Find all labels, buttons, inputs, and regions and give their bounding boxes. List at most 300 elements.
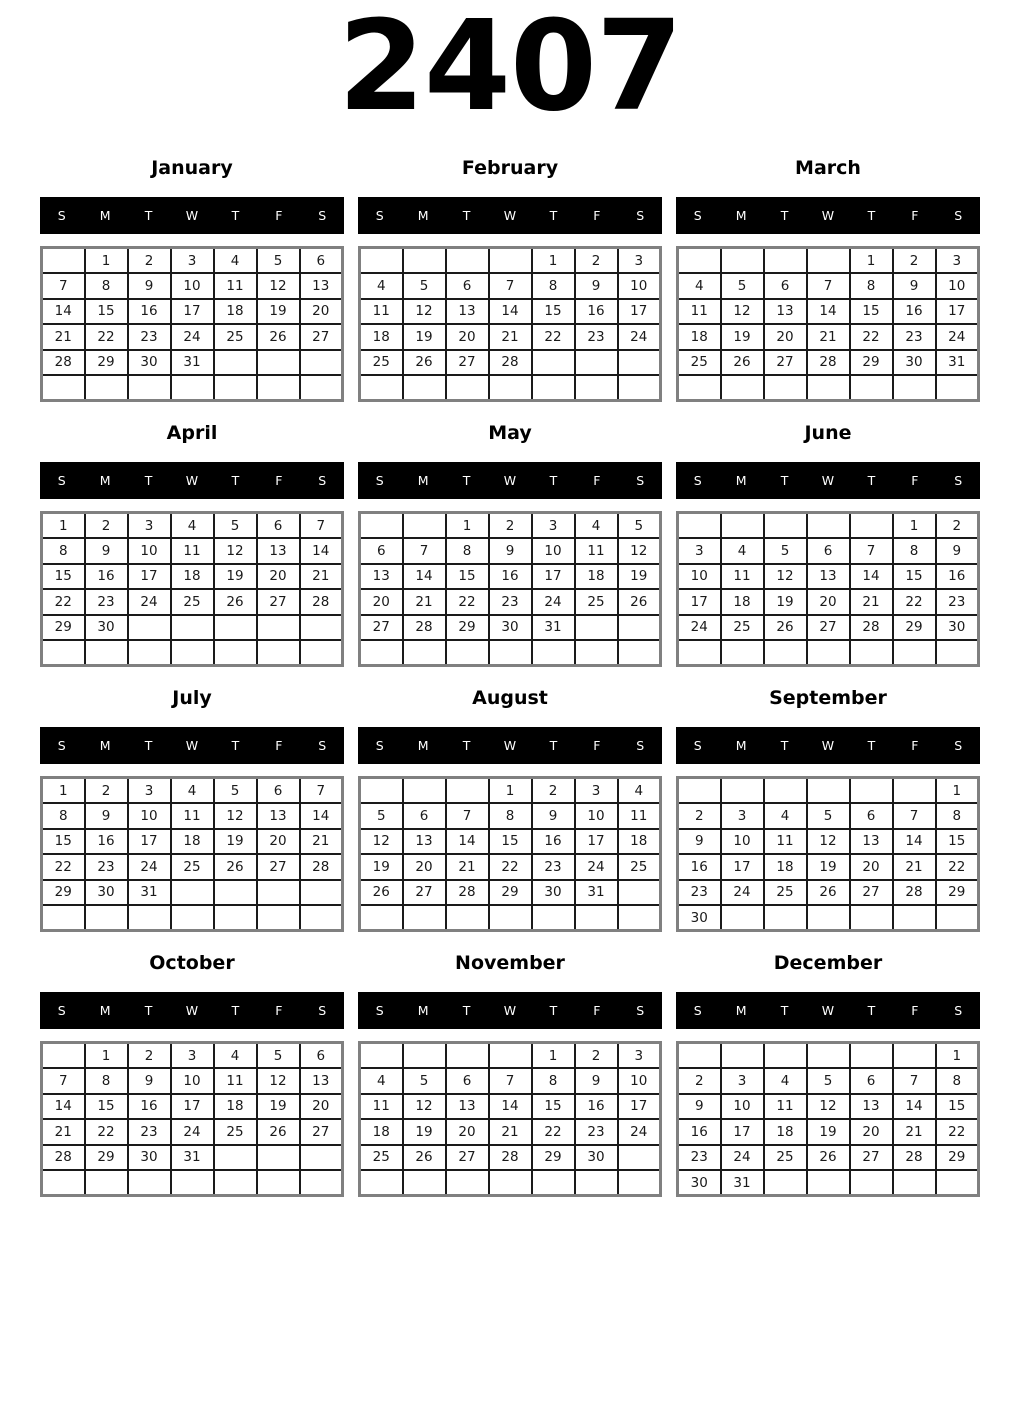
date-cell: 16 [893,299,936,325]
date-cell: 4 [360,1068,403,1094]
empty-cell [489,1043,532,1069]
week-row [360,854,661,880]
date-cell: 29 [936,880,979,906]
date-cell: 11 [721,564,764,590]
date-cell: 28 [42,1145,85,1171]
empty-cell [721,513,764,539]
weekday-label: S [636,473,645,488]
weekday-label: S [954,473,963,488]
month-name: April [166,422,218,444]
date-cell: 31 [575,880,618,906]
week-row [678,854,979,880]
weekday-label: F [593,473,601,488]
weekday-label: S [375,208,384,223]
week-row [678,273,979,299]
date-cell: 27 [403,880,446,906]
empty-cell [936,1170,979,1196]
empty-cell [893,375,936,401]
weekday-label: M [99,738,111,753]
week-row [42,854,343,880]
date-cell: 25 [171,589,214,615]
empty-cell [764,640,807,666]
month-dates-grid [676,246,980,402]
weekday-label: T [867,1003,876,1018]
empty-cell [764,513,807,539]
date-cell: 6 [403,803,446,829]
weekday-label: S [636,208,645,223]
date-cell: 8 [85,273,128,299]
month-december [676,944,980,1197]
week-row [42,248,343,274]
date-cell: 30 [489,615,532,641]
empty-cell [128,905,171,931]
date-cell: 31 [721,1170,764,1196]
date-cell: 22 [532,324,575,350]
date-cell: 17 [618,1094,661,1120]
weekday-label: S [693,1003,702,1018]
empty-cell [85,375,128,401]
weekday-label: M [99,208,111,223]
empty-cell [257,640,300,666]
month-dates-grid [40,1041,344,1197]
date-cell: 5 [360,803,403,829]
date-cell: 4 [678,273,721,299]
date-cell: 19 [807,854,850,880]
date-cell: 16 [85,564,128,590]
date-cell: 12 [257,273,300,299]
date-cell: 30 [85,880,128,906]
date-cell: 5 [214,778,257,804]
date-cell: 26 [403,1145,446,1171]
date-cell: 27 [257,589,300,615]
week-row [42,538,343,564]
week-row [360,1170,661,1196]
empty-cell [360,375,403,401]
empty-cell [618,375,661,401]
date-cell: 8 [446,538,489,564]
empty-cell [85,905,128,931]
date-cell: 22 [893,589,936,615]
weekday-label: T [780,208,789,223]
weekday-label: T [780,738,789,753]
weekday-label: S [636,738,645,753]
date-cell: 19 [764,589,807,615]
date-cell: 19 [214,564,257,590]
date-cell: 16 [575,299,618,325]
date-cell: 8 [850,273,893,299]
empty-cell [214,350,257,376]
date-cell: 20 [403,854,446,880]
week-row [678,299,979,325]
week-row [42,880,343,906]
date-cell: 17 [128,829,171,855]
date-cell: 4 [171,778,214,804]
date-cell: 20 [764,324,807,350]
weekday-label: S [57,473,66,488]
date-cell: 20 [446,1119,489,1145]
date-cell: 22 [936,1119,979,1145]
date-cell: 6 [764,273,807,299]
empty-cell [214,880,257,906]
date-cell: 4 [171,513,214,539]
date-cell: 2 [678,803,721,829]
date-cell: 10 [532,538,575,564]
empty-cell [300,1145,343,1171]
weekday-label: F [593,1003,601,1018]
weekday-label: M [417,473,429,488]
month-dates-grid [358,776,662,932]
date-cell: 4 [214,248,257,274]
week-row [42,640,343,666]
empty-cell [850,375,893,401]
date-cell: 11 [764,1094,807,1120]
week-row [360,513,661,539]
date-cell: 30 [936,615,979,641]
week-row [360,880,661,906]
date-cell: 19 [403,1119,446,1145]
month-dates-grid [676,511,980,667]
date-cell: 15 [893,564,936,590]
empty-cell [893,640,936,666]
date-cell: 26 [807,880,850,906]
weekday-label: M [99,473,111,488]
empty-cell [618,640,661,666]
empty-cell [721,1043,764,1069]
weekday-header-bar [676,727,980,764]
week-row [42,1068,343,1094]
date-cell: 26 [214,854,257,880]
weekday-label: S [375,473,384,488]
month-dates-grid [40,246,344,402]
date-cell: 15 [936,829,979,855]
date-cell: 3 [171,248,214,274]
week-row [678,905,979,931]
date-cell: 10 [128,803,171,829]
weekday-label: T [231,1003,240,1018]
date-cell: 10 [618,1068,661,1094]
week-row [360,324,661,350]
date-cell: 31 [936,350,979,376]
weekday-header-bar [358,727,662,764]
date-cell: 16 [532,829,575,855]
date-cell: 6 [850,803,893,829]
date-cell: 16 [128,1094,171,1120]
date-cell: 28 [489,350,532,376]
date-cell: 16 [128,299,171,325]
date-cell: 15 [446,564,489,590]
weekday-label: W [503,738,517,753]
date-cell: 2 [128,1043,171,1069]
date-cell: 17 [575,829,618,855]
week-row [678,640,979,666]
date-cell: 8 [489,803,532,829]
date-cell: 1 [42,513,85,539]
weekday-header-bar [40,727,344,764]
date-cell: 24 [128,854,171,880]
date-cell: 25 [678,350,721,376]
date-cell: 18 [360,324,403,350]
empty-cell [850,778,893,804]
week-row [678,1119,979,1145]
date-cell: 10 [678,564,721,590]
date-cell: 21 [489,1119,532,1145]
date-cell: 21 [300,829,343,855]
empty-cell [764,248,807,274]
date-cell: 4 [360,273,403,299]
date-cell: 23 [489,589,532,615]
date-cell: 27 [850,1145,893,1171]
date-cell: 27 [300,1119,343,1145]
date-cell: 4 [721,538,764,564]
date-cell: 6 [300,248,343,274]
date-cell: 27 [446,350,489,376]
date-cell: 25 [171,854,214,880]
date-cell: 18 [764,854,807,880]
weekday-label: T [462,1003,471,1018]
date-cell: 6 [257,513,300,539]
date-cell: 3 [618,248,661,274]
weekday-label: T [549,473,558,488]
weekday-label: S [318,208,327,223]
date-cell: 11 [678,299,721,325]
week-row [360,299,661,325]
date-cell: 9 [936,538,979,564]
date-cell: 5 [807,1068,850,1094]
date-cell: 15 [42,829,85,855]
date-cell: 6 [360,538,403,564]
date-cell: 4 [214,1043,257,1069]
empty-cell [214,615,257,641]
empty-cell [446,248,489,274]
date-cell: 4 [764,803,807,829]
month-name: January [151,157,233,179]
date-cell: 11 [171,538,214,564]
week-row [678,589,979,615]
date-cell: 9 [128,273,171,299]
date-cell: 16 [575,1094,618,1120]
month-name: July [172,687,212,709]
weekday-label: T [462,738,471,753]
date-cell: 3 [532,513,575,539]
date-cell: 6 [850,1068,893,1094]
week-row [42,299,343,325]
date-cell: 1 [42,778,85,804]
date-cell: 23 [85,589,128,615]
date-cell: 30 [128,1145,171,1171]
date-cell: 6 [807,538,850,564]
date-cell: 9 [575,273,618,299]
weekday-label: S [57,738,66,753]
weekday-label: W [185,473,199,488]
empty-cell [721,248,764,274]
weekday-label: T [780,473,789,488]
empty-cell [360,905,403,931]
date-cell: 17 [936,299,979,325]
year-title: 2407 [338,0,682,139]
date-cell: 10 [171,1068,214,1094]
weekday-label: W [185,738,199,753]
empty-cell [893,1043,936,1069]
empty-cell [618,350,661,376]
date-cell: 17 [171,1094,214,1120]
date-cell: 25 [214,324,257,350]
date-cell: 13 [807,564,850,590]
date-cell: 12 [403,1094,446,1120]
date-cell: 21 [446,854,489,880]
date-cell: 9 [678,829,721,855]
date-cell: 15 [936,1094,979,1120]
date-cell: 14 [893,829,936,855]
date-cell: 8 [936,1068,979,1094]
date-cell: 2 [575,248,618,274]
week-row [678,778,979,804]
weekday-label: M [417,1003,429,1018]
empty-cell [807,248,850,274]
week-row [42,1043,343,1069]
week-row [42,905,343,931]
month-dates-grid [358,511,662,667]
weekday-label: T [867,208,876,223]
date-cell: 9 [678,1094,721,1120]
date-cell: 1 [936,778,979,804]
months-grid [0,149,1020,1197]
week-row [360,538,661,564]
date-cell: 13 [403,829,446,855]
week-row [42,513,343,539]
week-row [42,350,343,376]
date-cell: 11 [360,299,403,325]
date-cell: 6 [257,778,300,804]
date-cell: 27 [360,615,403,641]
date-cell: 21 [42,1119,85,1145]
date-cell: 12 [721,299,764,325]
empty-cell [721,375,764,401]
date-cell: 6 [300,1043,343,1069]
empty-cell [300,350,343,376]
empty-cell [85,1170,128,1196]
weekday-header-bar [40,992,344,1029]
weekday-label: S [954,1003,963,1018]
weekday-header-bar [676,462,980,499]
date-cell: 13 [850,829,893,855]
date-cell: 5 [257,248,300,274]
month-dates-grid [40,776,344,932]
date-cell: 2 [489,513,532,539]
date-cell: 3 [721,1068,764,1094]
date-cell: 26 [807,1145,850,1171]
date-cell: 7 [489,273,532,299]
empty-cell [128,375,171,401]
date-cell: 26 [214,589,257,615]
date-cell: 18 [678,324,721,350]
empty-cell [532,905,575,931]
date-cell: 12 [360,829,403,855]
empty-cell [850,1170,893,1196]
date-cell: 20 [300,299,343,325]
empty-cell [360,778,403,804]
date-cell: 5 [764,538,807,564]
date-cell: 4 [764,1068,807,1094]
empty-cell [257,615,300,641]
date-cell: 7 [446,803,489,829]
weekday-label: S [318,1003,327,1018]
weekday-label: T [867,738,876,753]
date-cell: 14 [446,829,489,855]
weekday-label: W [503,208,517,223]
empty-cell [721,905,764,931]
empty-cell [850,640,893,666]
date-cell: 23 [678,1145,721,1171]
date-cell: 19 [214,829,257,855]
date-cell: 8 [532,1068,575,1094]
date-cell: 24 [618,324,661,350]
date-cell: 18 [171,829,214,855]
month-name: February [461,157,559,179]
empty-cell [618,905,661,931]
empty-cell [893,905,936,931]
week-row [42,589,343,615]
empty-cell [807,778,850,804]
date-cell: 23 [575,1119,618,1145]
date-cell: 14 [807,299,850,325]
date-cell: 18 [360,1119,403,1145]
date-cell: 5 [807,803,850,829]
weekday-label: T [549,1003,558,1018]
weekday-label: S [693,473,702,488]
empty-cell [300,640,343,666]
week-row [678,615,979,641]
date-cell: 16 [678,1119,721,1145]
week-row [678,1170,979,1196]
weekday-label: F [911,738,919,753]
date-cell: 20 [257,564,300,590]
date-cell: 11 [575,538,618,564]
date-cell: 7 [403,538,446,564]
date-cell: 24 [721,1145,764,1171]
date-cell: 20 [850,1119,893,1145]
empty-cell [446,640,489,666]
date-cell: 12 [403,299,446,325]
empty-cell [936,905,979,931]
date-cell: 5 [403,1068,446,1094]
date-cell: 10 [721,829,764,855]
date-cell: 18 [214,299,257,325]
empty-cell [300,905,343,931]
date-cell: 25 [214,1119,257,1145]
empty-cell [42,375,85,401]
empty-cell [807,905,850,931]
date-cell: 2 [575,1043,618,1069]
date-cell: 1 [850,248,893,274]
empty-cell [171,1170,214,1196]
date-cell: 24 [721,880,764,906]
empty-cell [850,905,893,931]
week-row [678,350,979,376]
weekday-label: M [417,738,429,753]
week-row [678,564,979,590]
date-cell: 15 [489,829,532,855]
weekday-label: M [735,738,747,753]
date-cell: 8 [42,803,85,829]
empty-cell [764,905,807,931]
empty-cell [403,513,446,539]
empty-cell [807,1043,850,1069]
weekday-label: F [275,1003,283,1018]
empty-cell [360,513,403,539]
week-row [678,513,979,539]
date-cell: 12 [214,803,257,829]
date-cell: 23 [128,324,171,350]
